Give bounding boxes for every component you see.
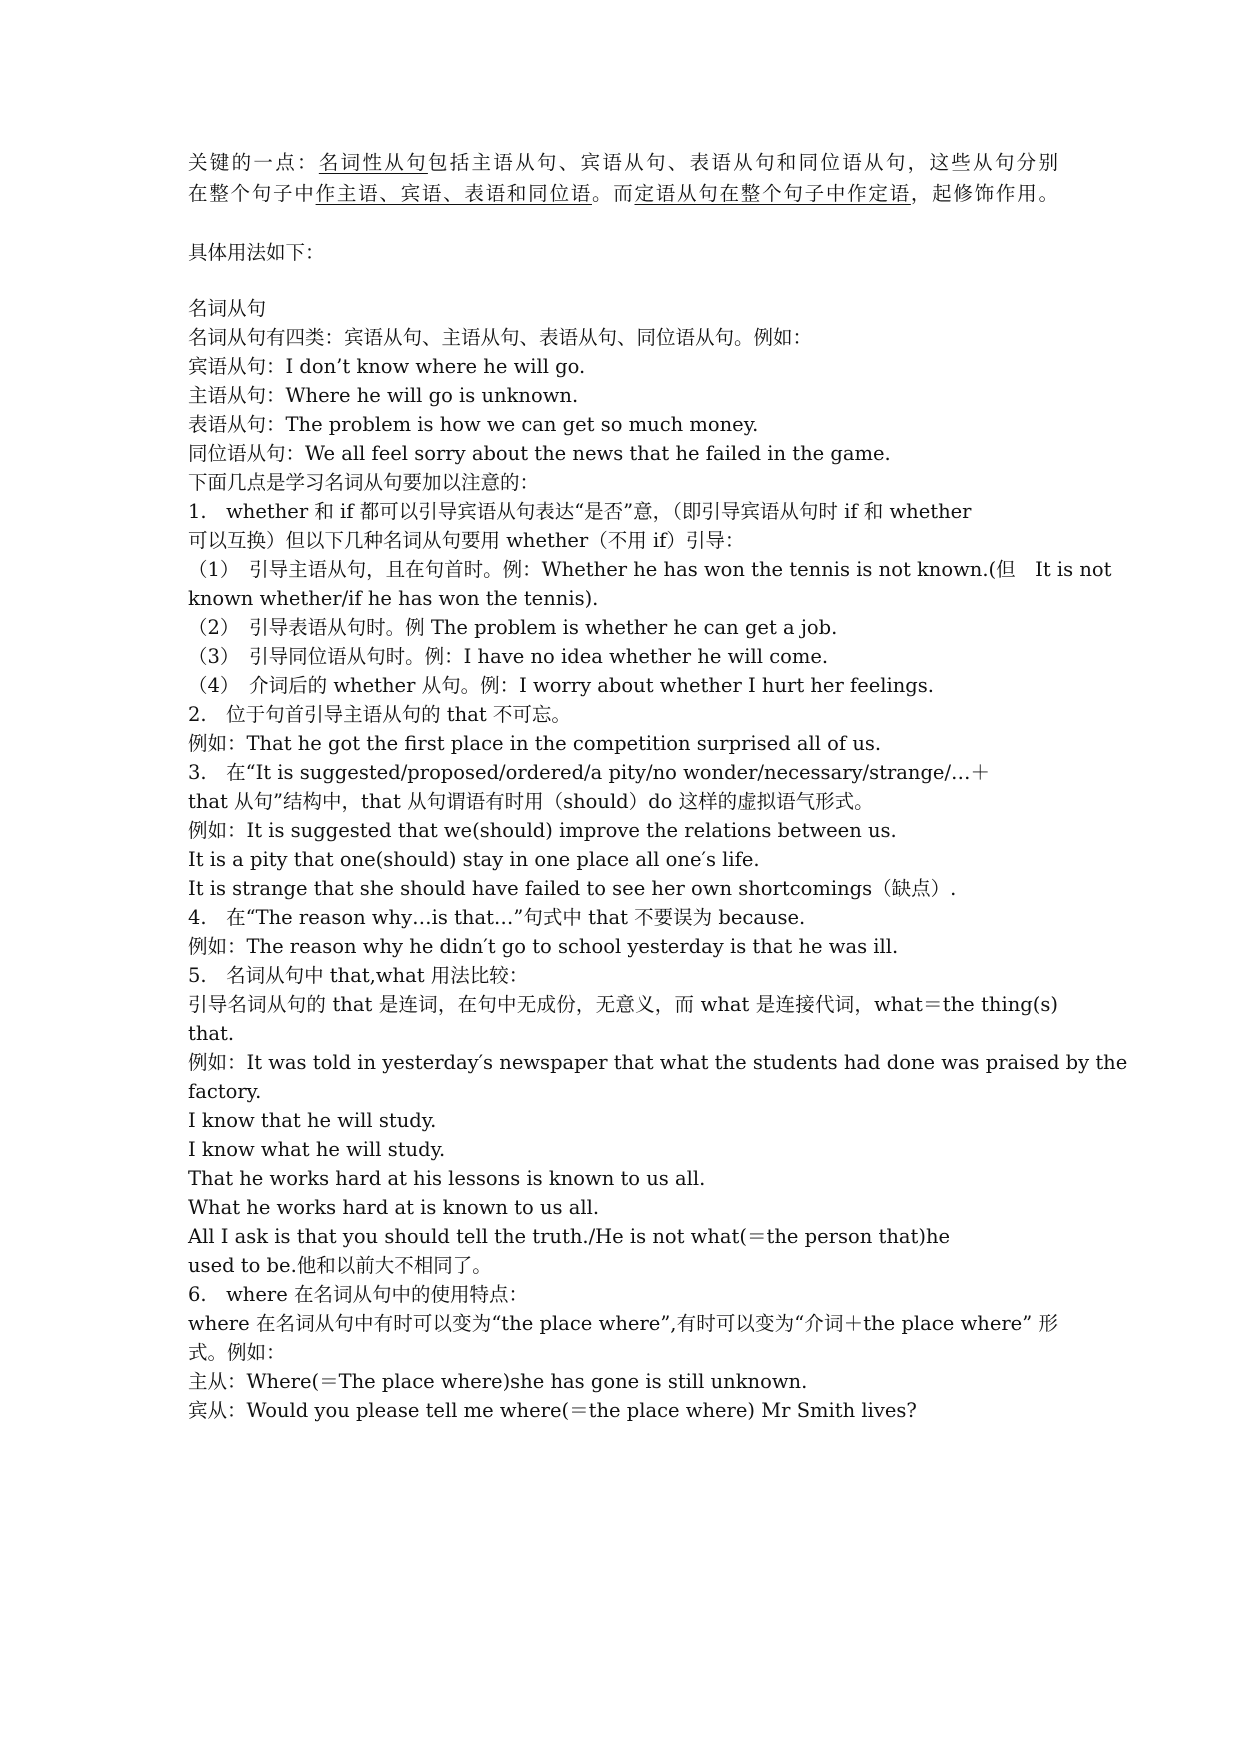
text-line: 宾语从句：I don’t know where he will go. <box>188 355 586 378</box>
text-line: All I ask is that you should tell the truth./He is not what(＝the person that)he <box>188 1225 951 1248</box>
text-line: 可以互换）但以下几种名词从句要用 whether（不用 if）引导： <box>188 529 745 552</box>
intro-text: 。而 <box>591 182 635 205</box>
text-line: 例如：It is suggested that we(should) improve the relations between us. <box>188 819 897 842</box>
text-line: 同位语从句：We all feel sorry about the news that he failed in the game. <box>188 442 891 465</box>
text-line: 例如：That he got the first place in the competition surprised all of us. <box>188 732 882 755</box>
text-line: 6. where 在名词从句中的使用特点： <box>188 1283 528 1306</box>
text-line: 下面几点是学习名词从句要加以注意的： <box>188 471 540 494</box>
text-line: known whether/if he has won the tennis). <box>188 587 599 610</box>
intro-text: 在整个句子中 <box>188 182 316 205</box>
text-line: factory. <box>188 1080 262 1103</box>
text-line: （2） 引导表语从句时。例 The problem is whether he can get a job. <box>188 616 838 639</box>
text-line: 式。例如： <box>188 1341 286 1364</box>
text-line: 引导名词从句的 that 是连词，在句中无成份，无意义，而 what 是连接代词，what＝the thing(s) <box>188 993 1058 1016</box>
text-line: 2. 位于句首引导主语从句的 that 不可忘。 <box>188 703 571 726</box>
text-line: What he works hard at is known to us all. <box>188 1196 600 1219</box>
text-line: （1） 引导主语从句，且在句首时。例：Whether he has won the tennis is not known.(但 It is not <box>188 558 1112 581</box>
usage-heading: 具体用法如下： <box>188 241 325 264</box>
text-line: It is a pity that one(should) stay in one place all one′s life. <box>188 848 760 871</box>
text-line: 表语从句：The problem is how we can get so much money. <box>188 413 759 436</box>
text-line: It is strange that she should have failed to see her own shortcomings（缺点）. <box>188 877 957 900</box>
text-line: 5. 名词从句中 that,what 用法比较： <box>188 964 529 987</box>
text-line: 例如：It was told in yesterday′s newspaper that what the students had done was praised by the <box>188 1051 1128 1074</box>
underlined-term: 定语从句在整个句子中作定语 <box>634 182 911 205</box>
section-title: 名词从句 <box>188 297 267 320</box>
text-line: where 在名词从句中有时可以变为“the place where”,有时可以变为“介词＋the place where” 形 <box>188 1312 1058 1335</box>
text-line: 3. 在“It is suggested/proposed/ordered/a pity/no wonder/necessary/strange/…＋ <box>188 761 991 784</box>
text-line: 例如：The reason why he didn′t go to school yesterday is that he was ill. <box>188 935 899 958</box>
text-line: used to be.他和以前大不相同了。 <box>188 1254 492 1277</box>
intro-line-1 <box>188 150 1058 176</box>
text-line: 主从：Where(＝The place where)she has gone is still unknown. <box>188 1370 808 1393</box>
underlined-term: 作主语、宾语、表语和同位语 <box>315 182 592 205</box>
text-line: that 从句”结构中，that 从句谓语有时用（should）do 这样的虚拟语气形式。 <box>188 790 874 813</box>
text-line: That he works hard at his lessons is known to us all. <box>188 1167 706 1190</box>
underlined-term: 名词性从句 <box>318 151 428 174</box>
text-line: 名词从句有四类：宾语从句、主语从句、表语从句、同位语从句。例如： <box>188 326 813 349</box>
text-line: I know that he will study. <box>188 1109 437 1132</box>
text-line: 4. 在“The reason why…is that…”句式中 that 不要误为 because. <box>188 906 806 929</box>
text-line: （4） 介词后的 whether 从句。例：I worry about whether I hurt her feelings. <box>188 674 934 697</box>
intro-text: 包括主语从句、宾语从句、表语从句和同位语从句，这些从句分别 <box>427 151 1058 174</box>
text-line: that. <box>188 1022 235 1045</box>
text-line: 1. whether 和 if 都可以引导宾语从句表达“是否”意，（即引导宾语从句时 if 和 whether <box>188 500 972 523</box>
intro-text: ，起修饰作用。 <box>910 182 1058 205</box>
text-line: 宾从：Would you please tell me where(＝the place where) Mr Smith lives? <box>188 1399 917 1422</box>
intro-line-2 <box>188 181 1058 207</box>
intro-text: 关键的一点： <box>188 151 319 174</box>
text-line: 主语从句：Where he will go is unknown. <box>188 384 579 407</box>
text-line: I know what he will study. <box>188 1138 446 1161</box>
text-line: （3） 引导同位语从句时。例：I have no idea whether he will come. <box>188 645 829 668</box>
